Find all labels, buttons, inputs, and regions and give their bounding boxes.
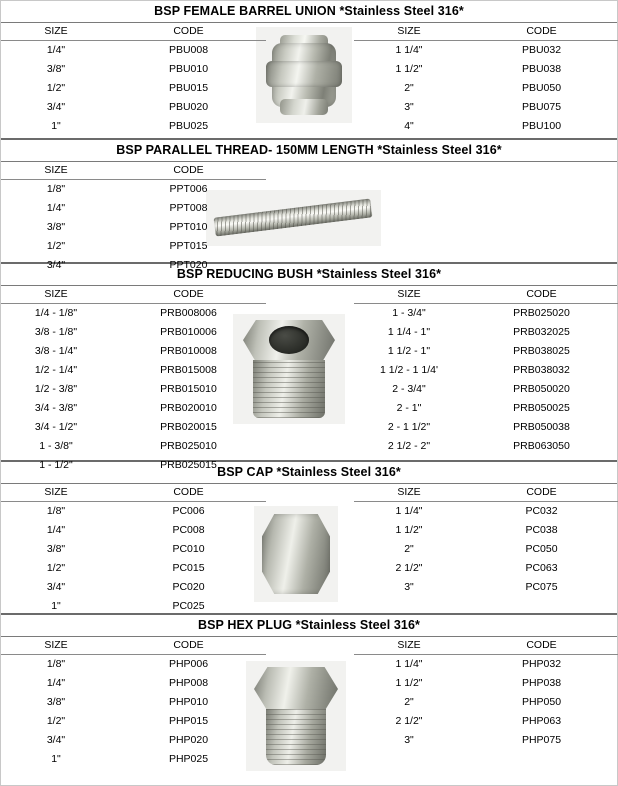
table-row [1,750,266,769]
table-row [354,578,618,597]
cell-code: PHP038 [521,677,562,689]
cell-code: PRB032025 [513,326,570,338]
column-header-code: CODE [464,484,618,502]
product-table [1,286,266,475]
table-row [354,380,618,399]
cell-size: 3/4" [46,259,66,271]
table-row [1,693,266,712]
cell-size: 2" [404,82,414,94]
column-header-size: SIZE [1,23,111,41]
cell-size: 1 1/4 - 1" [387,326,431,338]
right-table-column [354,637,618,750]
product-table [354,637,618,750]
cell-size: 3/4" [46,734,66,746]
cell-size: 1 - 3/8" [39,440,73,452]
table-row [354,304,618,324]
column-header-code: CODE [464,637,618,655]
table-row [354,712,618,731]
product-table [354,484,618,597]
cell-size: 3/8 - 1/4" [34,345,78,357]
table-row [1,521,266,540]
table-row [354,731,618,750]
cell-code: PC063 [525,562,558,574]
cell-size: 3" [404,581,414,593]
section-body [1,484,617,616]
table-row [1,437,266,456]
right-table-column [354,23,618,136]
section-title: BSP FEMALE BARREL UNION *Stainless Steel 316* [1,1,617,23]
cell-code: PHP063 [521,715,562,727]
table-row [1,399,266,418]
cell-size: 3/8" [46,221,66,233]
table-row [1,731,266,750]
section-cap [1,462,617,615]
left-table-column [1,637,266,769]
cell-size: 2 - 1 1/2" [387,421,431,433]
cell-code: PHP025 [168,753,209,765]
cell-size: 1 1/2" [395,524,423,536]
table-row [354,342,618,361]
cell-code: PRB010006 [160,326,217,338]
table-columns [1,637,617,769]
cell-code: PC020 [172,581,205,593]
cell-code: PHP020 [168,734,209,746]
column-header-size: SIZE [1,484,111,502]
column-header-size: SIZE [1,286,111,304]
column-header-code: CODE [111,162,266,180]
cell-size: 1/2 - 3/8" [34,383,78,395]
left-table-column [1,286,266,475]
table-row [1,361,266,380]
cell-size: 1" [51,600,61,612]
cell-code: PC025 [172,600,205,612]
cell-size: 1/2" [46,240,66,252]
cell-code: PRB038032 [513,364,570,376]
cell-size: 1 1/2 - 1" [387,345,431,357]
cell-code: PHP006 [168,658,209,670]
table-row [354,674,618,693]
cell-size: 1 1/4" [395,658,423,670]
cell-code: PBU038 [521,63,562,75]
cell-size: 1/2" [46,562,66,574]
cell-size: 1/8" [46,505,66,517]
cell-code: PRB063050 [513,440,570,452]
table-row [354,502,618,522]
table-row [1,502,266,522]
cell-size: 3/8" [46,63,66,75]
table-header-row [1,286,266,304]
column-header-code: CODE [111,637,266,655]
cell-size: 3/8" [46,696,66,708]
cell-size: 1 1/4" [395,44,423,56]
table-row [354,361,618,380]
cell-size: 2 - 1" [396,402,422,414]
column-header-code: CODE [111,23,266,41]
table-header-row [354,23,618,41]
cell-code: PC006 [172,505,205,517]
cell-code: PRB025020 [513,307,570,319]
cell-size: 1/2" [46,82,66,94]
cell-size: 1" [51,753,61,765]
cell-size: 3/4 - 3/8" [34,402,78,414]
cell-code: PC008 [172,524,205,536]
cell-size: 1/2 - 1/4" [34,364,78,376]
cell-size: 2" [404,696,414,708]
product-table [354,286,618,456]
cell-code: PHP050 [521,696,562,708]
cell-code: PHP015 [168,715,209,727]
right-table-column [354,286,618,456]
cell-size: 1/4" [46,44,66,56]
cell-code: PPT006 [169,183,208,195]
column-header-size: SIZE [354,484,464,502]
table-row [354,540,618,559]
cell-size: 1/8" [46,183,66,195]
cell-code: PC075 [525,581,558,593]
table-row [1,304,266,324]
cell-size: 1/4" [46,524,66,536]
product-table [1,23,266,136]
cell-size: 1" [51,120,61,132]
cell-size: 1 1/2" [395,677,423,689]
cell-code: PBU010 [168,63,209,75]
right-table-column [354,484,618,597]
column-header-size: SIZE [354,637,464,655]
cell-size: 3/8" [46,543,66,555]
table-header-row [1,162,266,180]
table-row [1,712,266,731]
table-header-row [1,23,266,41]
cell-code: PRB025015 [160,459,217,471]
cell-size: 3" [404,734,414,746]
cell-code: PC010 [172,543,205,555]
left-table-column [1,162,266,275]
cell-size: 1 1/4" [395,505,423,517]
table-row [1,256,266,275]
left-table-column [1,484,266,616]
table-row [1,418,266,437]
table-row [1,655,266,675]
section-reducing-bush [1,264,617,471]
cell-size: 2 1/2" [395,715,423,727]
cell-code: PRB050038 [513,421,570,433]
table-row [354,41,618,61]
table-row [1,540,266,559]
cell-size: 1/4" [46,677,66,689]
cell-code: PBU075 [521,101,562,113]
cell-code: PRB025010 [160,440,217,452]
section-title: BSP CAP *Stainless Steel 316* [1,462,617,484]
table-row [1,597,266,616]
cell-code: PRB050020 [513,383,570,395]
table-row [1,380,266,399]
column-header-code: CODE [111,286,266,304]
table-row [1,117,266,136]
cell-code: PC032 [525,505,558,517]
cell-code: PRB008006 [160,307,217,319]
product-table [1,637,266,769]
cell-code: PBU100 [521,120,562,132]
table-row [1,674,266,693]
section-title: BSP PARALLEL THREAD- 150MM LENGTH *Stainless Steel 316* [1,140,617,162]
section-parallel-thread [1,140,617,271]
table-row [1,79,266,98]
cell-size: 2 - 3/4" [392,383,426,395]
section-title: BSP REDUCING BUSH *Stainless Steel 316* [1,264,617,286]
table-row [1,323,266,342]
table-row [1,578,266,597]
table-row [354,323,618,342]
column-header-code: CODE [464,23,618,41]
section-hex-plug [1,615,617,781]
table-row [354,655,618,675]
cell-size: 3/4" [46,581,66,593]
cell-code: PRB020010 [160,402,217,414]
table-row [1,237,266,256]
cell-code: PBU032 [521,44,562,56]
cell-size: 1 1/2" [395,63,423,75]
table-row [1,180,266,200]
table-row [354,559,618,578]
left-table-column [1,23,266,136]
column-header-size: SIZE [1,637,111,655]
table-row [1,98,266,117]
cell-code: PPT015 [169,240,208,252]
table-row [354,521,618,540]
cell-code: PHP075 [521,734,562,746]
section-title: BSP HEX PLUG *Stainless Steel 316* [1,615,617,637]
cell-size: 3/4 - 1/2" [34,421,78,433]
table-row [354,98,618,117]
table-row [354,418,618,437]
cell-code: PPT008 [169,202,208,214]
cell-size: 4" [404,120,414,132]
cell-code: PHP010 [168,696,209,708]
table-row [1,199,266,218]
table-row [1,559,266,578]
section-body [1,286,617,475]
cell-size: 1 - 1/2" [39,459,73,471]
cell-code: PBU020 [168,101,209,113]
table-header-row [354,484,618,502]
table-row [354,60,618,79]
column-header-code: CODE [464,286,618,304]
column-header-code: CODE [111,484,266,502]
table-row [1,41,266,61]
table-header-row [354,637,618,655]
section-body [1,23,617,136]
cell-code: PBU050 [521,82,562,94]
cell-code: PRB015008 [160,364,217,376]
cell-code: PHP008 [168,677,209,689]
cell-size: 1 - 3/4" [392,307,426,319]
table-row [354,693,618,712]
table-row [1,218,266,237]
cell-code: PBU008 [168,44,209,56]
cell-code: PRB050025 [513,402,570,414]
section-barrel-union [1,1,617,140]
cell-size: 1/4 - 1/8" [34,307,78,319]
cell-size: 2" [404,543,414,555]
cell-code: PPT020 [169,259,208,271]
product-table [1,484,266,616]
cell-size: 1/2" [46,715,66,727]
cell-code: PRB038025 [513,345,570,357]
table-row [354,399,618,418]
table-columns [1,484,617,616]
cell-code: PBU025 [168,120,209,132]
cell-size: 3" [404,101,414,113]
table-row [1,60,266,79]
cell-code: PC050 [525,543,558,555]
table-header-row [1,637,266,655]
column-header-size: SIZE [354,286,464,304]
cell-size: 1/4" [46,202,66,214]
cell-size: 2 1/2" [395,562,423,574]
cell-size: 1/8" [46,658,66,670]
cell-code: PHP032 [521,658,562,670]
table-columns [1,23,617,136]
product-table [354,23,618,136]
section-body [1,637,617,769]
table-row [354,79,618,98]
table-row [354,437,618,456]
column-header-size: SIZE [354,23,464,41]
cell-size: 3/4" [46,101,66,113]
table-header-row [1,484,266,502]
cell-code: PBU015 [168,82,209,94]
cell-size: 1 1/2 - 1 1/4' [379,364,439,376]
table-row [354,117,618,136]
cell-code: PRB015010 [160,383,217,395]
cell-code: PC015 [172,562,205,574]
cell-code: PRB020015 [160,421,217,433]
table-columns [1,162,617,275]
column-header-size: SIZE [1,162,111,180]
cell-size: 3/8 - 1/8" [34,326,78,338]
cell-code: PRB010008 [160,345,217,357]
section-body [1,162,617,275]
table-row [1,456,266,475]
table-row [1,342,266,361]
table-header-row [354,286,618,304]
cell-code: PC038 [525,524,558,536]
cell-code: PPT010 [169,221,208,233]
product-table [1,162,266,275]
table-columns [1,286,617,475]
cell-size: 2 1/2 - 2" [387,440,431,452]
